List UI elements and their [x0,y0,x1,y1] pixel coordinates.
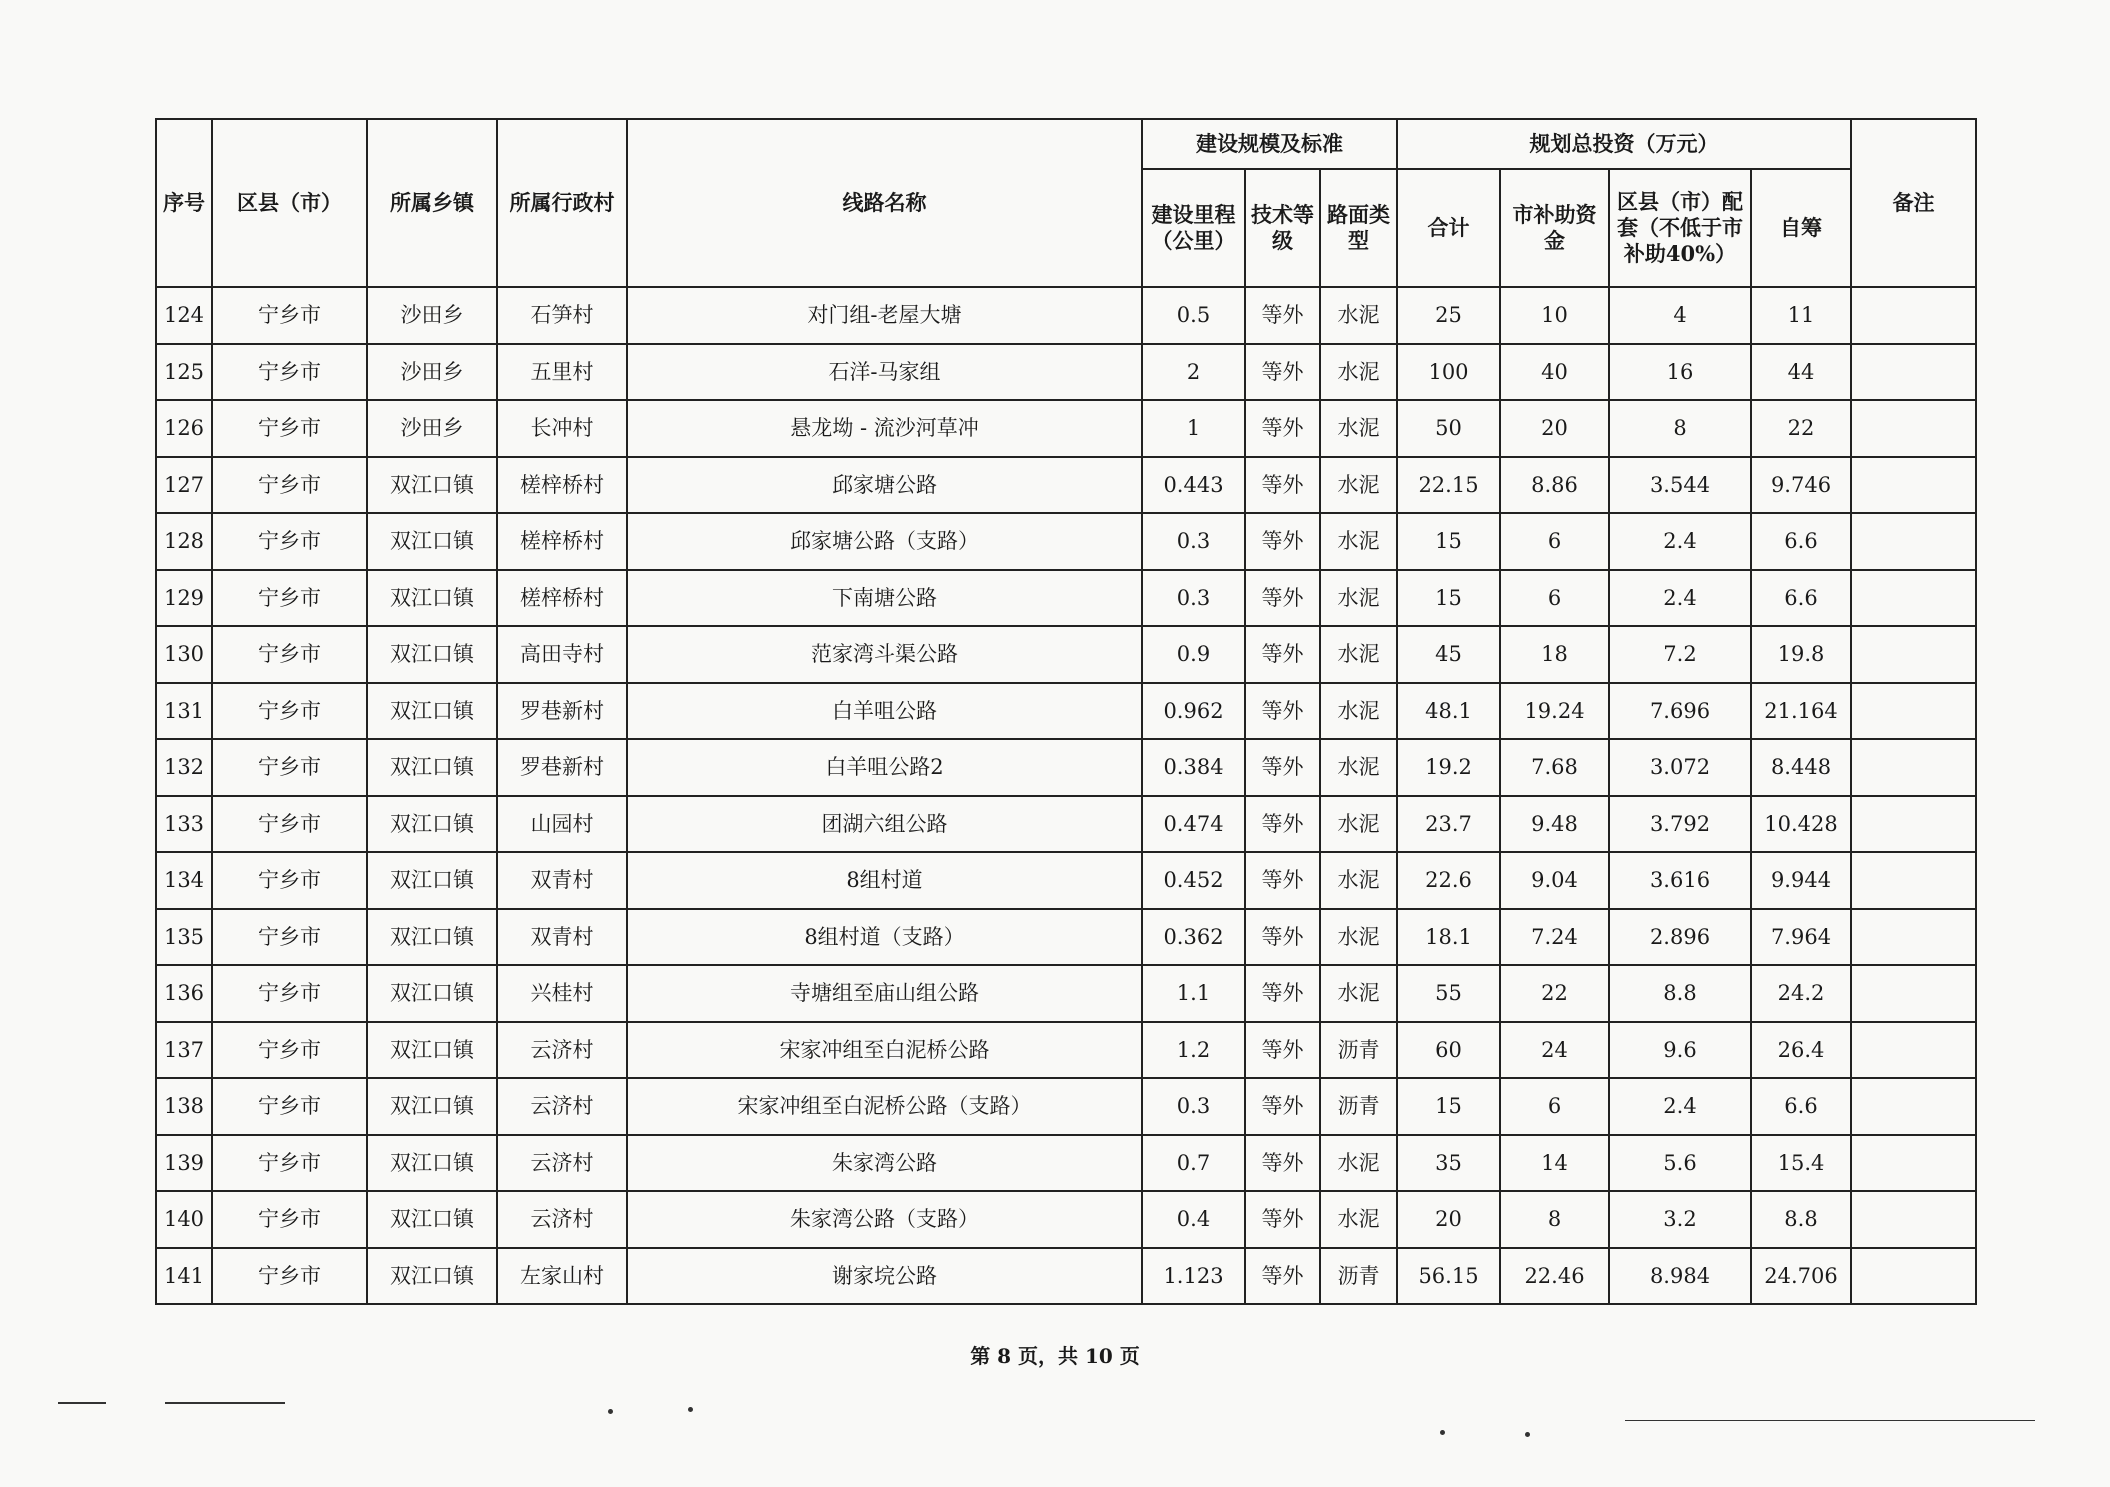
table-row [156,1078,1976,1135]
cell-seq: 130 [156,626,212,683]
cell-grade: 等外 [1245,626,1320,683]
cell-surface: 水泥 [1320,796,1397,853]
cell-total: 56.15 [1397,1248,1500,1305]
cell-total: 100 [1397,344,1500,401]
cell-city: 6 [1500,570,1609,627]
table-row [156,739,1976,796]
cell-city: 19.24 [1500,683,1609,740]
cell-county: 宁乡市 [212,626,367,683]
cell-seq: 139 [156,1135,212,1192]
cell-self: 44 [1751,344,1851,401]
cell-county: 宁乡市 [212,1248,367,1305]
cell-county: 宁乡市 [212,400,367,457]
cell-village: 左家山村 [497,1248,627,1305]
cell-county: 宁乡市 [212,457,367,514]
cell-county: 宁乡市 [212,344,367,401]
cell-length: 0.5 [1142,287,1245,344]
cell-village: 长冲村 [497,400,627,457]
cell-route: 宋家冲组至白泥桥公路（支路） [627,1078,1142,1135]
cell-city: 6 [1500,513,1609,570]
cell-self: 9.746 [1751,457,1851,514]
cell-county: 宁乡市 [212,1078,367,1135]
cell-seq: 137 [156,1022,212,1079]
cell-city: 8 [1500,1191,1609,1248]
cell-length: 0.384 [1142,739,1245,796]
cell-county: 宁乡市 [212,1022,367,1079]
cell-grade: 等外 [1245,1078,1320,1135]
cell-city: 8.86 [1500,457,1609,514]
header-length: 建设里程（公里） [1142,169,1245,287]
cell-self: 8.8 [1751,1191,1851,1248]
cell-village: 石笋村 [497,287,627,344]
cell-village: 槎梓桥村 [497,570,627,627]
cell-total: 20 [1397,1191,1500,1248]
cell-surface: 水泥 [1320,513,1397,570]
cell-surface: 水泥 [1320,909,1397,966]
cell-town: 双江口镇 [367,1022,497,1079]
cell-remark [1851,1191,1976,1248]
cell-surface: 沥青 [1320,1248,1397,1305]
cell-match: 8.984 [1609,1248,1751,1305]
cell-match: 3.2 [1609,1191,1751,1248]
cell-length: 2 [1142,344,1245,401]
cell-city: 18 [1500,626,1609,683]
cell-seq: 140 [156,1191,212,1248]
cell-match: 7.2 [1609,626,1751,683]
table-row [156,683,1976,740]
cell-city: 22.46 [1500,1248,1609,1305]
cell-total: 45 [1397,626,1500,683]
cell-city: 7.24 [1500,909,1609,966]
cell-remark [1851,739,1976,796]
cell-grade: 等外 [1245,852,1320,909]
cell-seq: 125 [156,344,212,401]
cell-remark [1851,683,1976,740]
cell-route: 对门组-老屋大塘 [627,287,1142,344]
cell-length: 0.3 [1142,513,1245,570]
cell-route: 白羊咀公路 [627,683,1142,740]
cell-village: 五里村 [497,344,627,401]
cell-seq: 128 [156,513,212,570]
cell-remark [1851,513,1976,570]
cell-total: 25 [1397,287,1500,344]
cell-grade: 等外 [1245,965,1320,1022]
cell-self: 24.706 [1751,1248,1851,1305]
cell-town: 双江口镇 [367,796,497,853]
cell-self: 6.6 [1751,513,1851,570]
cell-remark [1851,1022,1976,1079]
table-row [156,344,1976,401]
table-row [156,1135,1976,1192]
cell-surface: 水泥 [1320,344,1397,401]
cell-village: 山园村 [497,796,627,853]
cell-match: 5.6 [1609,1135,1751,1192]
cell-grade: 等外 [1245,683,1320,740]
header-town: 所属乡镇 [367,119,497,287]
cell-village: 槎梓桥村 [497,457,627,514]
cell-self: 8.448 [1751,739,1851,796]
cell-city: 7.68 [1500,739,1609,796]
cell-route: 下南塘公路 [627,570,1142,627]
header-route: 线路名称 [627,119,1142,287]
cell-village: 双青村 [497,852,627,909]
cell-town: 双江口镇 [367,570,497,627]
cell-match: 4 [1609,287,1751,344]
cell-match: 8.8 [1609,965,1751,1022]
cell-match: 2.896 [1609,909,1751,966]
cell-self: 24.2 [1751,965,1851,1022]
cell-grade: 等外 [1245,909,1320,966]
cell-city: 10 [1500,287,1609,344]
cell-self: 15.4 [1751,1135,1851,1192]
cell-total: 15 [1397,513,1500,570]
table-row [156,1191,1976,1248]
cell-length: 0.4 [1142,1191,1245,1248]
cell-town: 双江口镇 [367,965,497,1022]
cell-total: 60 [1397,1022,1500,1079]
cell-route: 宋家冲组至白泥桥公路 [627,1022,1142,1079]
cell-remark [1851,344,1976,401]
table-row [156,626,1976,683]
header-surface: 路面类型 [1320,169,1397,287]
scan-mark [165,1402,285,1404]
cell-route: 朱家湾公路（支路） [627,1191,1142,1248]
cell-surface: 水泥 [1320,683,1397,740]
cell-self: 6.6 [1751,1078,1851,1135]
cell-city: 14 [1500,1135,1609,1192]
cell-village: 云济村 [497,1078,627,1135]
scan-speck [1440,1430,1445,1435]
cell-total: 55 [1397,965,1500,1022]
cell-grade: 等外 [1245,1135,1320,1192]
table-row [156,852,1976,909]
cell-town: 双江口镇 [367,457,497,514]
cell-village: 兴桂村 [497,965,627,1022]
cell-surface: 水泥 [1320,570,1397,627]
cell-county: 宁乡市 [212,739,367,796]
cell-seq: 138 [156,1078,212,1135]
cell-surface: 水泥 [1320,1135,1397,1192]
cell-self: 11 [1751,287,1851,344]
cell-county: 宁乡市 [212,1191,367,1248]
cell-route: 石洋-马家组 [627,344,1142,401]
cell-route: 邱家塘公路 [627,457,1142,514]
table-row [156,287,1976,344]
table-row [156,400,1976,457]
cell-village: 云济村 [497,1191,627,1248]
cell-match: 2.4 [1609,513,1751,570]
cell-length: 0.452 [1142,852,1245,909]
cell-total: 50 [1397,400,1500,457]
cell-self: 6.6 [1751,570,1851,627]
cell-self: 9.944 [1751,852,1851,909]
cell-self: 26.4 [1751,1022,1851,1079]
cell-county: 宁乡市 [212,513,367,570]
cell-self: 10.428 [1751,796,1851,853]
cell-total: 23.7 [1397,796,1500,853]
cell-surface: 水泥 [1320,626,1397,683]
cell-city: 9.48 [1500,796,1609,853]
cell-route: 8组村道 [627,852,1142,909]
scan-mark [1625,1420,2035,1421]
cell-self: 7.964 [1751,909,1851,966]
header-grade: 技术等级 [1245,169,1320,287]
table-row [156,909,1976,966]
cell-grade: 等外 [1245,1191,1320,1248]
cell-town: 双江口镇 [367,1191,497,1248]
cell-total: 35 [1397,1135,1500,1192]
table-row [156,796,1976,853]
cell-remark [1851,626,1976,683]
cell-town: 双江口镇 [367,1078,497,1135]
cell-town: 沙田乡 [367,287,497,344]
cell-length: 1.1 [1142,965,1245,1022]
cell-surface: 水泥 [1320,457,1397,514]
cell-town: 沙田乡 [367,344,497,401]
cell-route: 悬龙坳 - 流沙河草冲 [627,400,1142,457]
scan-speck [1525,1432,1530,1437]
cell-county: 宁乡市 [212,570,367,627]
cell-town: 双江口镇 [367,1248,497,1305]
cell-city: 24 [1500,1022,1609,1079]
cell-village: 罗巷新村 [497,683,627,740]
cell-self: 21.164 [1751,683,1851,740]
cell-seq: 131 [156,683,212,740]
header-invest-group: 规划总投资（万元） [1397,119,1851,169]
cell-remark [1851,909,1976,966]
cell-length: 0.474 [1142,796,1245,853]
cell-town: 双江口镇 [367,909,497,966]
header-scale-group: 建设规模及标准 [1142,119,1397,169]
cell-length: 1.2 [1142,1022,1245,1079]
cell-route: 寺塘组至庙山组公路 [627,965,1142,1022]
cell-surface: 沥青 [1320,1022,1397,1079]
cell-county: 宁乡市 [212,1135,367,1192]
cell-remark [1851,1078,1976,1135]
cell-total: 22.15 [1397,457,1500,514]
page-number: 第 8 页，共 10 页 [970,1344,1140,1368]
header-city-subsidy: 市补助资金 [1500,169,1609,287]
cell-seq: 135 [156,909,212,966]
cell-remark [1851,400,1976,457]
cell-remark [1851,457,1976,514]
cell-remark [1851,570,1976,627]
cell-town: 双江口镇 [367,513,497,570]
header-remark: 备注 [1851,119,1976,287]
scan-speck [608,1409,613,1414]
cell-surface: 水泥 [1320,287,1397,344]
cell-city: 9.04 [1500,852,1609,909]
cell-grade: 等外 [1245,1022,1320,1079]
cell-remark [1851,852,1976,909]
cell-village: 双青村 [497,909,627,966]
cell-surface: 水泥 [1320,400,1397,457]
cell-length: 1.123 [1142,1248,1245,1305]
cell-grade: 等外 [1245,344,1320,401]
cell-match: 7.696 [1609,683,1751,740]
cell-match: 9.6 [1609,1022,1751,1079]
cell-self: 22 [1751,400,1851,457]
cell-length: 0.7 [1142,1135,1245,1192]
cell-grade: 等外 [1245,570,1320,627]
table-row [156,965,1976,1022]
cell-village: 槎梓桥村 [497,513,627,570]
cell-seq: 133 [156,796,212,853]
cell-village: 云济村 [497,1022,627,1079]
cell-remark [1851,287,1976,344]
table-row [156,1248,1976,1305]
cell-match: 3.072 [1609,739,1751,796]
cell-county: 宁乡市 [212,683,367,740]
cell-total: 48.1 [1397,683,1500,740]
table-row [156,513,1976,570]
cell-length: 0.443 [1142,457,1245,514]
cell-seq: 132 [156,739,212,796]
cell-town: 双江口镇 [367,683,497,740]
cell-county: 宁乡市 [212,287,367,344]
cell-county: 宁乡市 [212,965,367,1022]
cell-village: 高田寺村 [497,626,627,683]
cell-village: 云济村 [497,1135,627,1192]
cell-town: 双江口镇 [367,739,497,796]
cell-grade: 等外 [1245,513,1320,570]
cell-remark [1851,1135,1976,1192]
cell-city: 22 [1500,965,1609,1022]
cell-town: 双江口镇 [367,626,497,683]
cell-match: 2.4 [1609,570,1751,627]
cell-seq: 134 [156,852,212,909]
header-seq: 序号 [156,119,212,287]
cell-county: 宁乡市 [212,796,367,853]
cell-seq: 124 [156,287,212,344]
cell-total: 22.6 [1397,852,1500,909]
cell-match: 3.616 [1609,852,1751,909]
cell-route: 范家湾斗渠公路 [627,626,1142,683]
cell-grade: 等外 [1245,287,1320,344]
table-header [156,119,1976,287]
cell-match: 2.4 [1609,1078,1751,1135]
header-county-match: 区县（市）配套（不低于市补助40%） [1609,169,1751,287]
table-row [156,1022,1976,1079]
cell-seq: 129 [156,570,212,627]
header-county: 区县（市） [212,119,367,287]
cell-seq: 141 [156,1248,212,1305]
cell-length: 0.962 [1142,683,1245,740]
cell-town: 双江口镇 [367,852,497,909]
cell-route: 白羊咀公路2 [627,739,1142,796]
cell-town: 双江口镇 [367,1135,497,1192]
cell-match: 3.792 [1609,796,1751,853]
cell-route: 团湖六组公路 [627,796,1142,853]
cell-city: 40 [1500,344,1609,401]
cell-city: 6 [1500,1078,1609,1135]
cell-total: 19.2 [1397,739,1500,796]
cell-route: 朱家湾公路 [627,1135,1142,1192]
table-row [156,570,1976,627]
cell-self: 19.8 [1751,626,1851,683]
header-total: 合计 [1397,169,1500,287]
cell-grade: 等外 [1245,796,1320,853]
cell-total: 15 [1397,570,1500,627]
cell-village: 罗巷新村 [497,739,627,796]
cell-remark [1851,965,1976,1022]
header-self-raised: 自筹 [1751,169,1851,287]
cell-surface: 沥青 [1320,1078,1397,1135]
cell-remark [1851,796,1976,853]
table-row [156,457,1976,514]
cell-county: 宁乡市 [212,909,367,966]
cell-total: 18.1 [1397,909,1500,966]
scan-speck [688,1407,693,1412]
cell-length: 0.9 [1142,626,1245,683]
cell-grade: 等外 [1245,457,1320,514]
cell-route: 8组村道（支路） [627,909,1142,966]
header-village: 所属行政村 [497,119,627,287]
cell-route: 谢家垸公路 [627,1248,1142,1305]
cell-city: 20 [1500,400,1609,457]
cell-surface: 水泥 [1320,852,1397,909]
cell-route: 邱家塘公路（支路） [627,513,1142,570]
cell-match: 8 [1609,400,1751,457]
cell-length: 0.3 [1142,570,1245,627]
table-body [156,287,1976,1304]
cell-surface: 水泥 [1320,965,1397,1022]
cell-seq: 136 [156,965,212,1022]
cell-total: 15 [1397,1078,1500,1135]
cell-match: 16 [1609,344,1751,401]
cell-match: 3.544 [1609,457,1751,514]
cell-length: 0.3 [1142,1078,1245,1135]
cell-grade: 等外 [1245,400,1320,457]
cell-length: 1 [1142,400,1245,457]
cell-town: 沙田乡 [367,400,497,457]
cell-seq: 126 [156,400,212,457]
scan-mark [58,1402,106,1404]
cell-length: 0.362 [1142,909,1245,966]
cell-county: 宁乡市 [212,852,367,909]
cell-grade: 等外 [1245,739,1320,796]
cell-seq: 127 [156,457,212,514]
road-plan-table [155,118,1977,1305]
cell-grade: 等外 [1245,1248,1320,1305]
cell-remark [1851,1248,1976,1305]
cell-surface: 水泥 [1320,1191,1397,1248]
cell-surface: 水泥 [1320,739,1397,796]
